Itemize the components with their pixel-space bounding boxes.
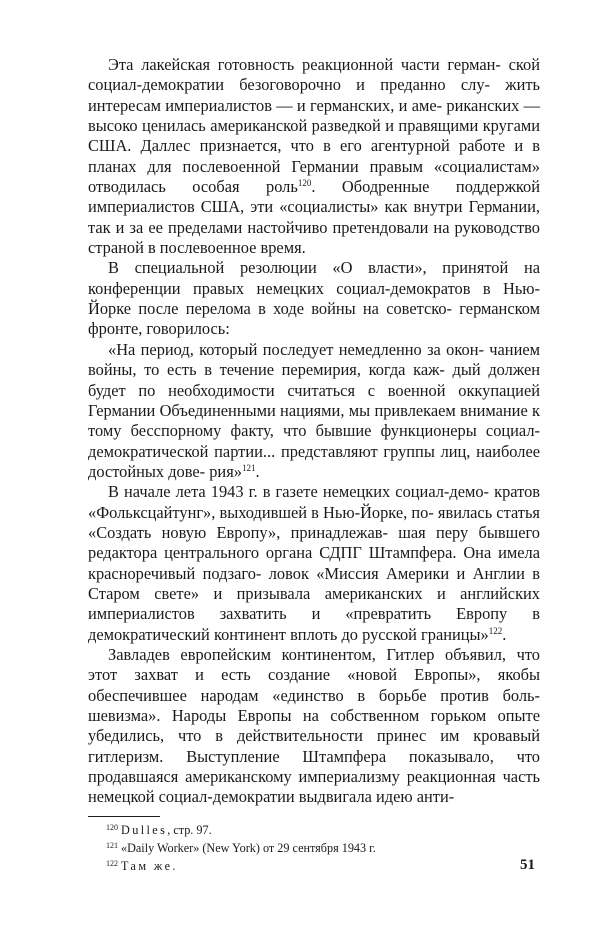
paragraph-2: В специальной резолюции «О власти», принятой на конференции правых немецких социал-демократов в Нью-Йорке после перелома в ходе войны на советско- германском фронте, говорилось:	[88, 258, 541, 339]
footnote-text: , стр. 97.	[167, 822, 212, 837]
footnote-text: .	[172, 858, 176, 873]
footnote-text: «Daily Worker» (New York) от 29 сентября 1943 г.	[121, 840, 376, 855]
footnote-ref-122: 122	[488, 625, 503, 636]
footnote-122	[88, 856, 540, 874]
paragraph-3-quote: «На период, который последует немедленно за окон- чанием войны, то есть в течение перемирия, когда каж- дый должен будет по необходимости считаться с военной оккупацией Германии Объединенными нациями, мы привлекаем внимание к тому бесспорному факту, что бывшие функционеры социал-демократической партии... представляют группы лиц, наиболее достойных дове- рия»$^{121}$.	[88, 339, 540, 481]
footnote-number: 121	[106, 840, 118, 850]
footnote-divider	[88, 816, 160, 817]
footnote-number: 122	[106, 858, 118, 868]
footnote-number: 120	[106, 822, 118, 832]
footnote-ref-120: 120	[297, 178, 312, 189]
footnote-ref-121: 121	[241, 462, 256, 473]
footnote-121	[88, 838, 540, 856]
footnote-author: Там же	[121, 858, 173, 873]
footnote-author: Dulles	[121, 822, 168, 837]
paragraph-5: Завладев европейским континентом, Гитлер объявил, что этот захват и есть создание «новой Европы», якобы обеспечившее народам «единство в борьбе против боль- шевизма». Народы Европы на собственном горьком опыте убедились, что в действительности принес им кровавый гитлеризм. Выступление Штампфера показывало, что продавшаяся американскому империализму реакционная часть немецкой социал-демократии выдвигала идею анти-	[88, 644, 540, 807]
paragraph-4: В начале лета 1943 г. в газете немецких социал-демо- кратов «Фольксцайтунг», выходившей в Нью-Йорке, по- явилась статья «Создать новую Европу», принадлежав- шая перу бывшего редактора центрального органа СДПГ Штампфера. Она имела красноречивый подзаго- ловок «Миссия Америки и Англии в Старом свете» и призывала американских и английских империалистов захватить и «превратить Европу в демократический континент вплоть до русской границы»$^{122}$.	[88, 482, 541, 644]
footnote-120	[88, 820, 540, 838]
paragraph-1: Эта лакейская готовность реакционной части герман- ской социал-демократии безоговорочно и преданно слу- жить интересам империалистов — и германских, и аме- риканских — высоко ценилась американской разведкой и правящими кругами США. Даллес признается, что в его агентурной работе и в планах для послевоенной Германии правым «социалистам» отводилась особая роль$^{120}$. Ободренные поддержкой империалистов США, эти «социалисты» как внутри Германии, так и за ее пределами настойчиво претендовали на руководство страной в послевоенное время.	[88, 55, 540, 258]
book-page	[88, 55, 540, 874]
page-number: 51	[520, 857, 535, 873]
